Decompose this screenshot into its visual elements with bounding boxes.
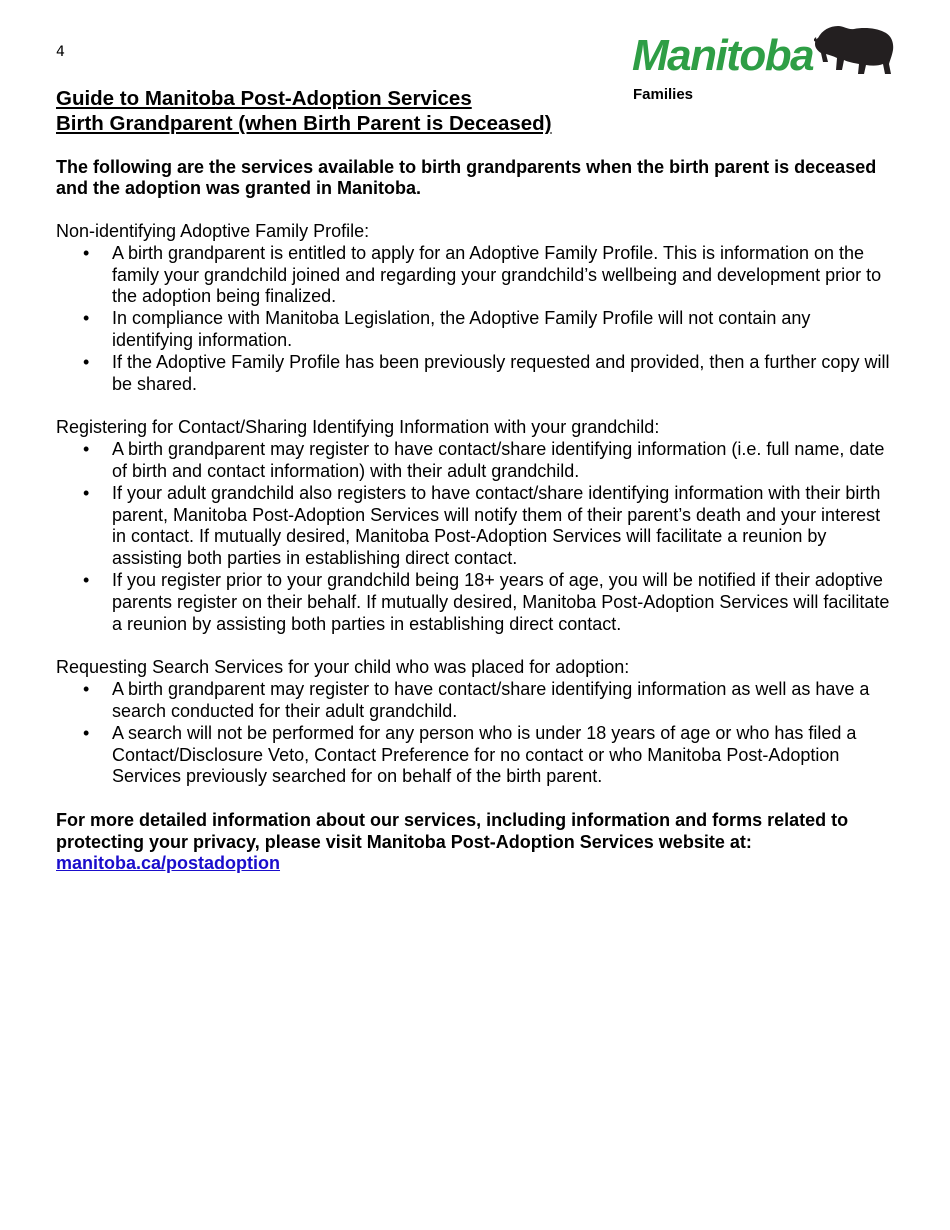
section-adoptive-family-profile xyxy=(56,221,896,395)
closing-text: For more detailed information about our services, including information and forms related to protecting your privacy, please visit Manitoba Post-Adoption Services website at: xyxy=(56,810,849,852)
bullet-list xyxy=(56,243,896,396)
postadoption-link[interactable]: manitoba.ca/postadoption xyxy=(56,853,281,874)
intro-paragraph: The following are the services available to birth grandparents when the birth parent is deceased and the adoption was granted in Manitoba. xyxy=(56,157,877,198)
document-title xyxy=(56,86,896,136)
list-item: • If the Adoptive Family Profile has been previously requested and provided, then a further copy will be shared. xyxy=(83,351,890,394)
bullet-icon: • xyxy=(83,569,90,590)
list-item: • A birth grandparent is entitled to apply for an Adoptive Family Profile. This is information on the family your grandchild joined and regarding your grandchild’s wellbeing and development prior to the adoption being finalized. xyxy=(83,242,882,307)
list-item: • A birth grandparent may register to have contact/share identifying information (i.e. full name, date of birth and contact information) with their adult grandchild. xyxy=(83,439,885,481)
list-item: • If your adult grandchild also registers to have contact/share identifying information with their birth parent, Manitoba Post-Adoption Services will notify them of their parent’s death and your interest in contact. If mutually desired, Manitoba Post-Adoption Services will facilitate a reunion by assisting both parties in establishing direct contact. xyxy=(83,482,881,569)
bullet-icon: • xyxy=(83,722,90,743)
logo-wordmark: Manitoba xyxy=(632,31,814,80)
bullet-icon: • xyxy=(83,308,90,329)
logo-subtitle: Families xyxy=(633,86,694,103)
bullet-list xyxy=(56,439,896,635)
list-item: • If you register prior to your grandchild being 18+ years of age, you will be notified if their adoptive parents register on their behalf. If mutually desired, Manitoba Post-Adoption Services will facilitate a reunion by assisting both parties in establishing direct contact. xyxy=(83,569,890,634)
closing-paragraph xyxy=(56,810,896,875)
bullet-icon: • xyxy=(83,482,90,503)
section-heading: Registering for Contact/Sharing Identifying Information with your grandchild: xyxy=(56,417,660,438)
section-heading: Non-identifying Adoptive Family Profile: xyxy=(56,221,370,241)
title-line-2: Birth Grandparent (when Birth Parent is Deceased) xyxy=(56,112,552,135)
bullet-icon: • xyxy=(83,679,90,700)
list-item: • A birth grandparent may register to have contact/share identifying information as well as have a search conducted for their adult grandchild. xyxy=(83,679,870,721)
bullet-list xyxy=(56,679,896,788)
bullet-icon: • xyxy=(83,351,90,372)
bullet-icon: • xyxy=(83,439,90,460)
bison-icon xyxy=(814,24,896,78)
bullet-icon: • xyxy=(83,242,90,263)
page-number: 4 xyxy=(56,44,65,60)
section-registering-contact xyxy=(56,417,896,635)
document-body xyxy=(56,86,896,875)
list-item: • A search will not be performed for any person who is under 18 years of age or who has filed a Contact/Disclosure Veto, Contact Preference for no contact or who Manitoba Post-Adoption Services previously searched for on behalf of the birth parent. xyxy=(83,722,857,787)
title-line-1: Guide to Manitoba Post-Adoption Services xyxy=(56,87,472,110)
section-heading: Requesting Search Services for your child who was placed for adoption: xyxy=(56,657,630,678)
list-item: • In compliance with Manitoba Legislation, the Adoptive Family Profile will not contain any identifying information. xyxy=(83,308,811,350)
section-search-services xyxy=(56,657,896,788)
